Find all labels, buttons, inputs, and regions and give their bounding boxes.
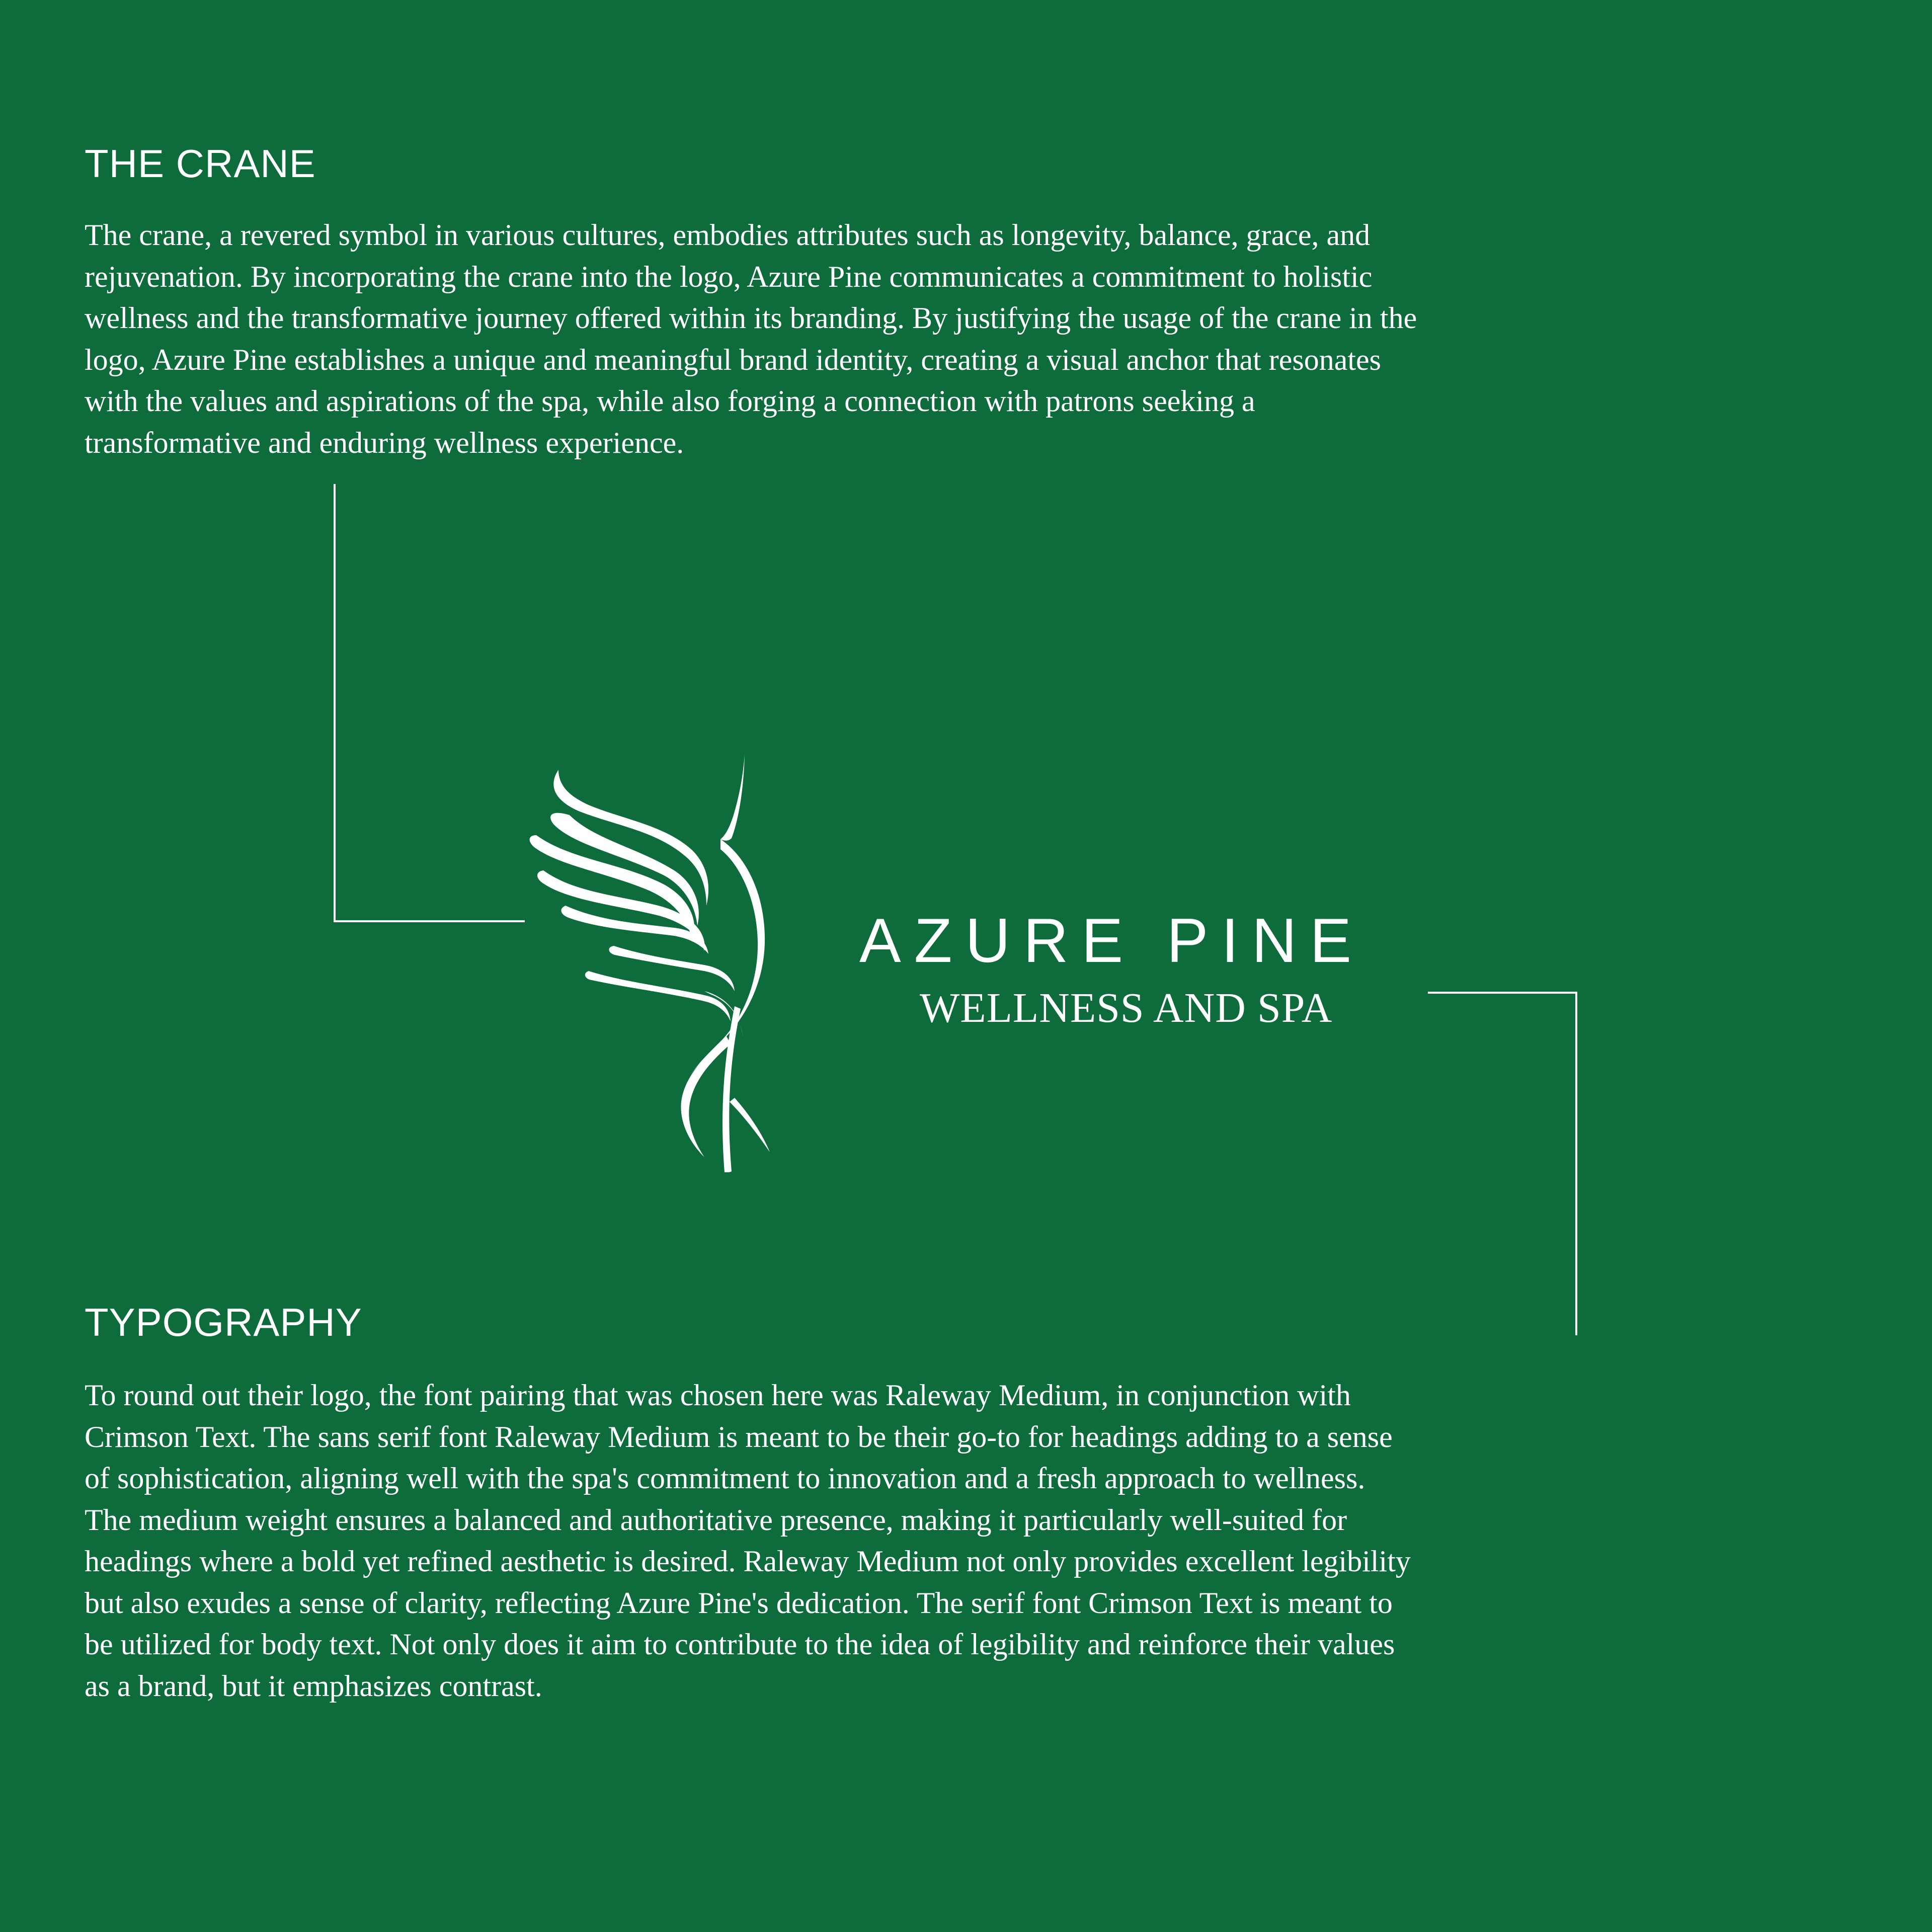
body-line: of sophistication, aligning well with the spa's commitment to innovation and a fresh approach to wellness. <box>85 1462 1365 1495</box>
connector-horizontal-right <box>1428 992 1577 994</box>
brand-tagline: WELLNESS AND SPA <box>920 985 1333 1031</box>
typography-section-heading: TYPOGRAPHY <box>85 1300 362 1344</box>
typography-section-body <box>85 1375 1624 1707</box>
body-line: wellness and the transformative journey offered within its branding. By justifying the usage of the crane in the <box>85 301 1417 335</box>
body-line: The medium weight ensures a balanced and authoritative presence, making it particularly well-suited for <box>85 1503 1347 1537</box>
connector-vertical-right <box>1575 992 1577 1335</box>
body-line: rejuvenation. By incorporating the crane into the logo, Azure Pine communicates a commitment to holistic <box>85 260 1373 293</box>
body-line: transformative and enduring wellness experience. <box>85 426 684 459</box>
body-line: Crimson Text. The sans serif font Raleway Medium is meant to be their go-to for headings adding to a sense <box>85 1420 1393 1454</box>
brand-name: AZURE PINE <box>859 906 1365 976</box>
connector-vertical-left <box>334 484 336 922</box>
body-line: logo, Azure Pine establishes a unique and meaningful brand identity, creating a visual anchor that resonates <box>85 343 1382 376</box>
connector-horizontal-left <box>334 920 525 922</box>
body-line: as a brand, but it emphasizes contrast. <box>85 1669 542 1703</box>
crane-icon <box>523 755 805 1177</box>
body-line: be utilized for body text. Not only does it aim to contribute to the idea of legibility and reinforce their values <box>85 1628 1395 1661</box>
body-line: The crane, a revered symbol in various cultures, embodies attributes such as longevity, balance, grace, and <box>85 218 1371 252</box>
body-line: with the values and aspirations of the spa, while also forging a connection with patrons seeking a <box>85 384 1255 418</box>
crane-section-body <box>85 214 1624 463</box>
crane-section-heading: THE CRANE <box>85 141 316 186</box>
body-line: but also exudes a sense of clarity, reflecting Azure Pine's dedication. The serif font Crimson Text is meant to <box>85 1586 1393 1620</box>
body-line: headings where a bold yet refined aesthetic is desired. Raleway Medium not only provides excellent legibility <box>85 1545 1411 1578</box>
body-line: To round out their logo, the font pairing that was chosen here was Raleway Medium, in conjunction with <box>85 1379 1351 1412</box>
